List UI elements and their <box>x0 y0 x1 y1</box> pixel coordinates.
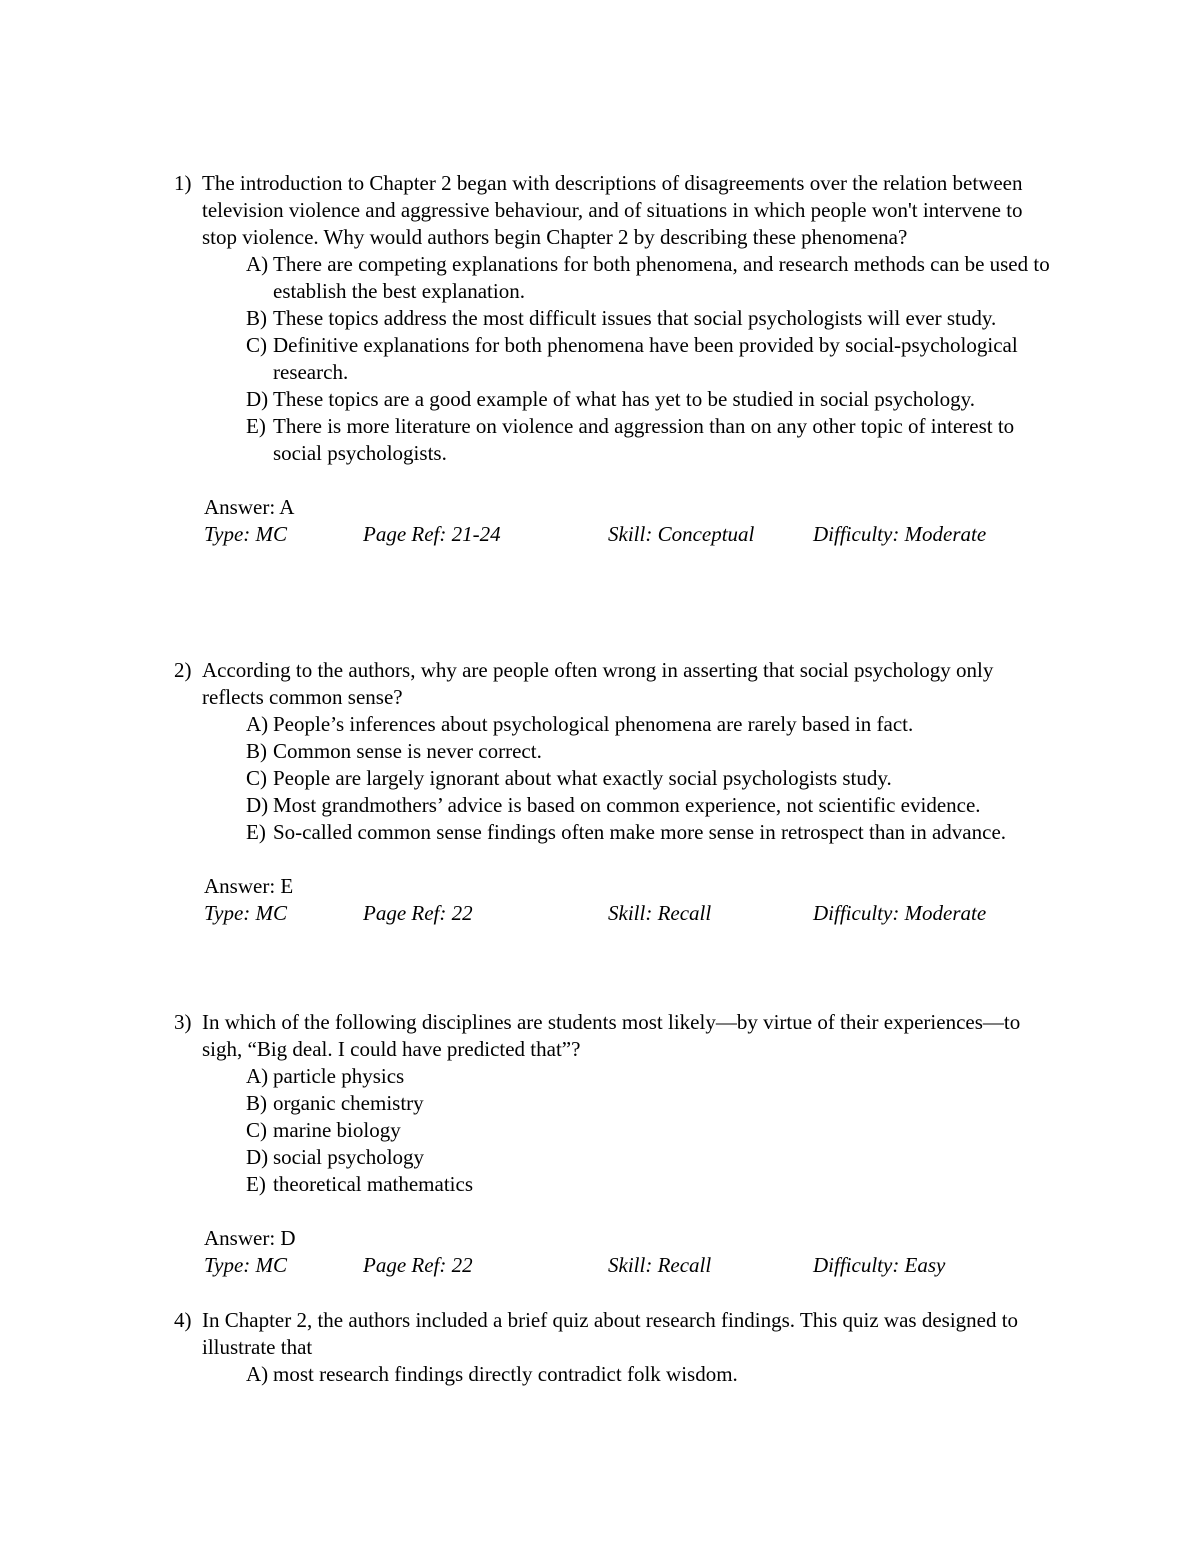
page-reference: Page Ref: 22 <box>363 1253 473 1277</box>
page-reference: Page Ref: 22 <box>363 901 473 925</box>
option-text: There are competing explanations for both phenomena, and research methods can be used to establish the best explanation. <box>273 252 1050 303</box>
answer-block <box>204 494 1054 548</box>
question-stem <box>174 1009 1054 1063</box>
option-text: Definitive explanations for both phenomena have been provided by social-psychological research. <box>273 333 1018 384</box>
option-b <box>246 1090 1054 1117</box>
option-letter: C) <box>246 1118 267 1142</box>
page-reference: Page Ref: 21-24 <box>363 522 501 546</box>
option-text: Most grandmothers’ advice is based on common experience, not scientific evidence. <box>273 793 981 817</box>
option-c <box>246 1117 1054 1144</box>
option-letter: A) <box>246 252 269 276</box>
option-a <box>246 1063 1054 1090</box>
question-number: 3) <box>174 1010 192 1034</box>
option-a <box>246 251 1054 305</box>
question-text: In which of the following disciplines are students most likely—by virtue of their experiences—to sigh, “Big deal. I could have predicted that”? <box>202 1010 1021 1061</box>
option-text: most research findings directly contradict folk wisdom. <box>273 1362 738 1386</box>
option-letter: B) <box>246 739 267 763</box>
question-stem <box>174 1307 1054 1361</box>
option-text: marine biology <box>273 1118 401 1142</box>
option-a <box>246 1361 1054 1388</box>
option-b <box>246 738 1054 765</box>
option-text: theoretical mathematics <box>273 1172 473 1196</box>
question-stem <box>174 657 1054 711</box>
option-text: People are largely ignorant about what exactly social psychologists study. <box>273 766 892 790</box>
question-3 <box>174 1009 1054 1279</box>
question-type: Type: MC <box>204 1253 288 1277</box>
option-list <box>246 251 1054 467</box>
question-1 <box>174 170 1054 548</box>
option-d <box>246 1144 1054 1171</box>
question-text: In Chapter 2, the authors included a brief quiz about research findings. This quiz was designed to illustrate that <box>202 1308 1019 1359</box>
option-letter: E) <box>246 414 266 438</box>
question-number: 4) <box>174 1308 192 1332</box>
option-letter: D) <box>246 1145 269 1169</box>
option-text: These topics are a good example of what has yet to be studied in social psychology. <box>273 387 975 411</box>
option-letter: D) <box>246 387 269 411</box>
question-text: The introduction to Chapter 2 began with descriptions of disagreements over the relation between television violence and aggressive behaviour, and of situations in which people won't intervene to stop violence. Why would authors begin Chapter 2 by describing these phenomena? <box>202 171 1023 249</box>
question-number: 1) <box>174 171 192 195</box>
option-letter: C) <box>246 766 267 790</box>
answer-line: Answer: E <box>204 874 294 898</box>
skill-level: Skill: Recall <box>608 901 712 925</box>
option-letter: E) <box>246 820 266 844</box>
option-e <box>246 819 1054 846</box>
option-text: particle physics <box>273 1064 405 1088</box>
option-text: People’s inferences about psychological phenomena are rarely based in fact. <box>273 712 914 736</box>
option-e <box>246 1171 1054 1198</box>
option-letter: D) <box>246 793 269 817</box>
answer-line: Answer: A <box>204 495 295 519</box>
question-metadata <box>204 521 1054 548</box>
option-letter: A) <box>246 1362 269 1386</box>
option-a <box>246 711 1054 738</box>
option-b <box>246 305 1054 332</box>
option-letter: A) <box>246 712 269 736</box>
option-c <box>246 332 1054 386</box>
option-text: There is more literature on violence and aggression than on any other topic of interest to social psychologists. <box>273 414 1015 465</box>
question-metadata <box>204 1252 1054 1279</box>
option-letter: B) <box>246 306 267 330</box>
difficulty-level: Difficulty: Moderate <box>813 522 987 546</box>
option-list <box>246 711 1054 846</box>
answer-block <box>204 873 1054 927</box>
question-type: Type: MC <box>204 901 288 925</box>
option-letter: E) <box>246 1172 266 1196</box>
option-d <box>246 386 1054 413</box>
option-text: So-called common sense findings often make more sense in retrospect than in advance. <box>273 820 1007 844</box>
difficulty-level: Difficulty: Easy <box>813 1253 946 1277</box>
answer-line: Answer: D <box>204 1226 296 1250</box>
option-text: Common sense is never correct. <box>273 739 542 763</box>
option-e <box>246 413 1054 467</box>
answer-block <box>204 1225 1054 1279</box>
question-metadata <box>204 900 1054 927</box>
option-text: These topics address the most difficult issues that social psychologists will ever study. <box>273 306 997 330</box>
question-4 <box>174 1307 1054 1388</box>
option-letter: B) <box>246 1091 267 1115</box>
option-letter: A) <box>246 1064 269 1088</box>
option-list <box>246 1063 1054 1198</box>
skill-level: Skill: Conceptual <box>608 522 755 546</box>
question-text: According to the authors, why are people often wrong in asserting that social psychology only reflects common sense? <box>202 658 994 709</box>
skill-level: Skill: Recall <box>608 1253 712 1277</box>
question-stem <box>174 170 1054 251</box>
option-text: organic chemistry <box>273 1091 424 1115</box>
question-2 <box>174 657 1054 927</box>
option-text: social psychology <box>273 1145 425 1169</box>
question-type: Type: MC <box>204 522 288 546</box>
question-number: 2) <box>174 658 192 682</box>
option-letter: C) <box>246 333 267 357</box>
difficulty-level: Difficulty: Moderate <box>813 901 987 925</box>
option-list <box>246 1361 1054 1388</box>
option-d <box>246 792 1054 819</box>
option-c <box>246 765 1054 792</box>
